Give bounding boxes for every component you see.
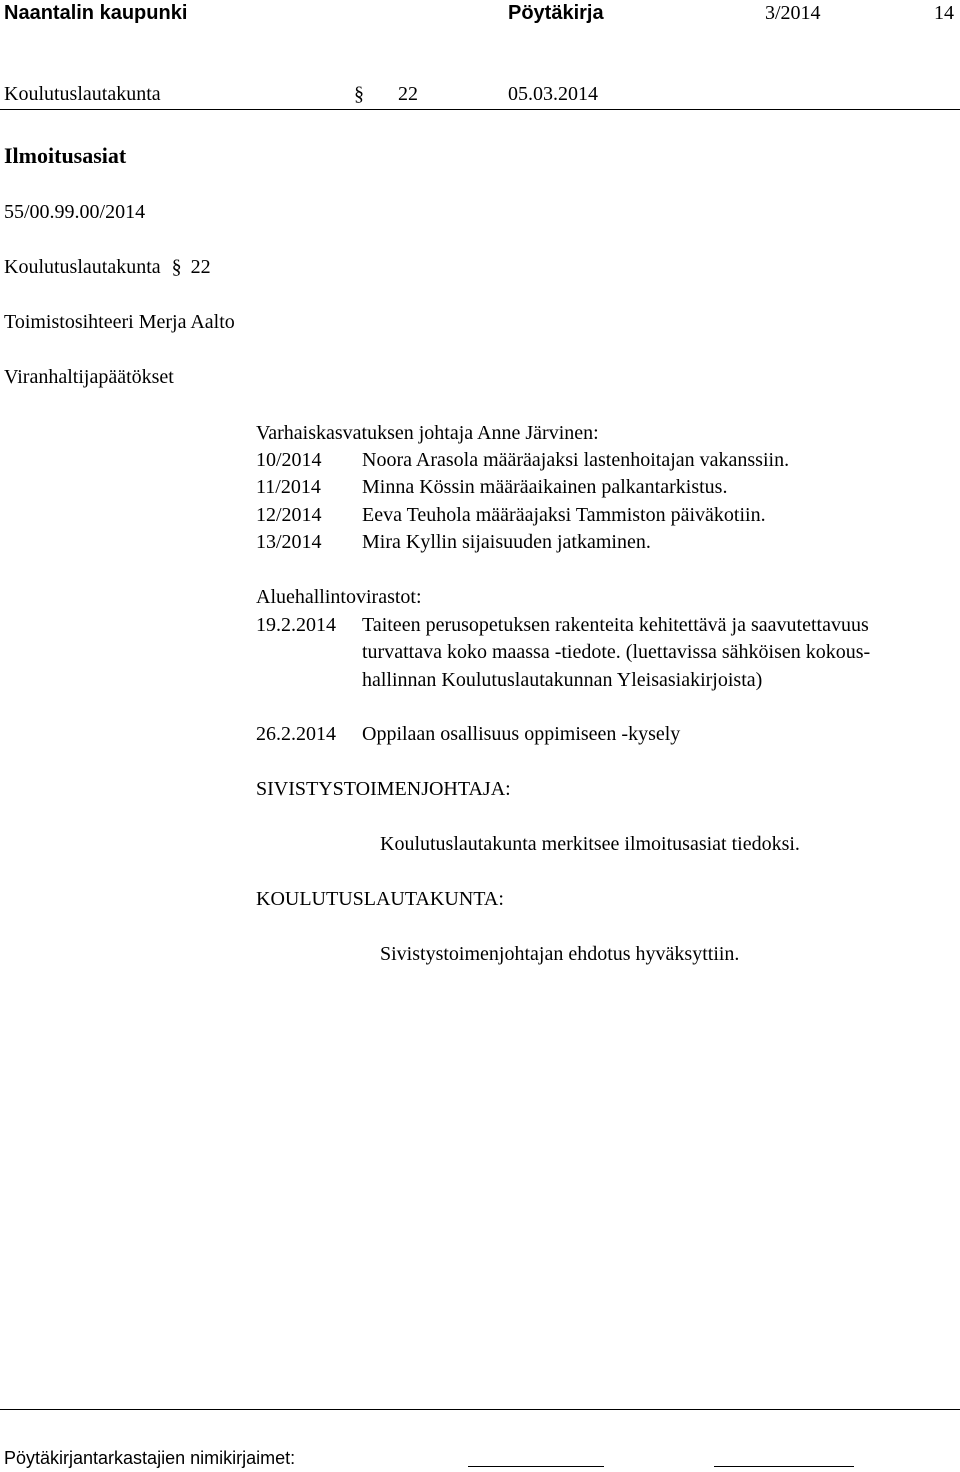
agency-date: 26.2.2014 (256, 723, 336, 745)
document-type: Pöytäkirja (508, 2, 604, 24)
city-name: Naantalin kaupunki (4, 2, 188, 24)
decision-text: Eeva Teuhola määräajaksi Tammiston päiväkotiin. (362, 504, 766, 526)
document-number: 3/2014 (765, 2, 821, 24)
header-section-symbol: § (354, 83, 364, 105)
header-board: Koulutuslautakunta (4, 83, 161, 105)
preparer: Toimistosihteeri Merja Aalto (4, 311, 235, 333)
board-section-number: 22 (190, 256, 211, 278)
agency-text-line: turvattava koko maassa -tiedote. (luettavissa sähköisen kokous- (362, 641, 871, 663)
header-date: 05.03.2014 (508, 83, 598, 105)
decision-text: Sivistystoimenjohtajan ehdotus hyväksyttiin. (380, 943, 740, 965)
proposal-heading: SIVISTYSTOIMENJOHTAJA: (256, 778, 511, 800)
decision-text: Mira Kyllin sijaisuuden jatkaminen. (362, 531, 651, 553)
decisions-heading: Varhaiskasvatuksen johtaja Anne Järvinen: (256, 422, 599, 444)
signature-line (468, 1466, 604, 1467)
board-section-name: Koulutuslautakunta (4, 256, 161, 278)
decision-number: 12/2014 (256, 504, 322, 526)
agency-text-line: hallinnan Koulutuslautakunnan Yleisasiakirjoista) (362, 669, 763, 691)
decision-number: 10/2014 (256, 449, 322, 471)
decision-number: 13/2014 (256, 531, 322, 553)
decision-heading: KOULUTUSLAUTAKUNTA: (256, 888, 504, 910)
decision-text: Noora Arasola määräajaksi lastenhoitajan vakanssiin. (362, 449, 790, 471)
page-number: 14 (934, 2, 954, 24)
page-title: Ilmoitusasiat (4, 143, 127, 168)
agencies-heading: Aluehallintovirastot: (256, 586, 422, 608)
header-rule (0, 109, 960, 110)
case-number: 55/00.99.00/2014 (4, 201, 146, 223)
board-section-line (4, 254, 211, 280)
agency-date: 19.2.2014 (256, 614, 336, 636)
signature-line (714, 1466, 854, 1467)
proposal-text: Koulutuslautakunta merkitsee ilmoitusasiat tiedoksi. (380, 833, 800, 855)
header-section-number: 22 (398, 83, 418, 105)
board-section-symbol: § (171, 256, 182, 278)
category: Viranhaltijapäätökset (4, 366, 174, 388)
decision-text: Minna Kössin määräaikainen palkantarkistus. (362, 476, 728, 498)
agency-text-line: Oppilaan osallisuus oppimiseen -kysely (362, 723, 681, 745)
footer-rule (0, 1409, 960, 1410)
agency-text-line: Taiteen perusopetuksen rakenteita kehitettävä ja saavutettavuus (362, 614, 869, 636)
decision-number: 11/2014 (256, 476, 321, 498)
footer-label: Pöytäkirjantarkastajien nimikirjaimet: (4, 1448, 296, 1468)
